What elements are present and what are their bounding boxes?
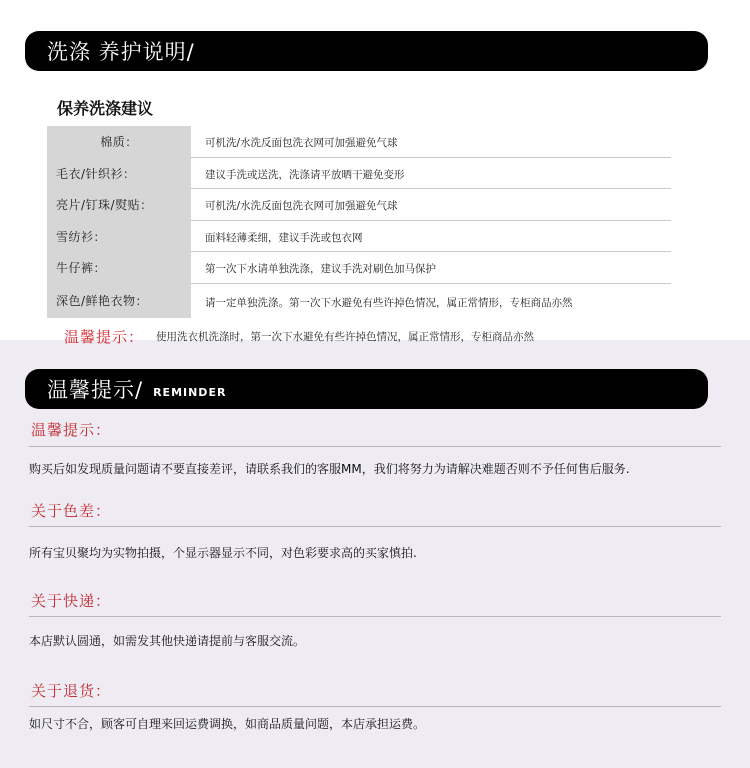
- care-row-value: 面料轻薄柔细，建议手洗或包衣网: [191, 221, 671, 253]
- inline-tip: [64, 326, 534, 347]
- care-row-label: 毛衣/针织衫：: [47, 158, 191, 190]
- care-row: [47, 284, 671, 318]
- section-heading-tip: 温馨提示：: [31, 421, 112, 439]
- reminder-banner: [25, 369, 708, 409]
- care-row-label: 深色/鲜艳衣物：: [47, 284, 191, 318]
- care-row-value: 请一定单独洗涤。第一次下水避免有些许掉色情况，属正常情形，专柜商品亦然: [205, 296, 573, 309]
- care-row-label: 牛仔裤：: [47, 252, 191, 284]
- reminder-banner-title: 温馨提示/: [47, 378, 144, 402]
- section-body-shipping: 本店默认圆通，如需发其他快递请提前与客服交流。: [29, 634, 306, 648]
- inline-tip-text: 使用洗衣机洗涤时，第一次下水避免有些许掉色情况，属正常情形，专柜商品亦然: [156, 331, 535, 343]
- care-row: [47, 126, 671, 158]
- care-row: [47, 252, 671, 284]
- reminder-banner-subtitle: REMINDER: [153, 385, 227, 399]
- section-body-color: 所有宝贝聚均为实物拍摄，个显示器显示不同，对色彩要求高的买家慎拍.: [29, 546, 417, 560]
- care-row: [47, 221, 671, 253]
- care-row-value: 第一次下水请单独洗涤，建议手洗对刷色加马保护: [191, 252, 671, 284]
- divider: [29, 616, 721, 617]
- care-row-value: 可机洗/水洗反面包洗衣网可加强避免气球: [191, 126, 671, 158]
- section-heading-returns: 关于退货：: [31, 682, 112, 700]
- care-row-value: 可机洗/水洗反面包洗衣网可加强避免气球: [191, 189, 671, 221]
- care-row-label: 棉质：: [47, 126, 191, 158]
- care-row-label: 亮片/钉珠/熨贴：: [47, 189, 191, 221]
- section-heading-color: 关于色差：: [31, 502, 112, 520]
- section-heading-shipping: 关于快递：: [31, 592, 112, 610]
- care-banner: [25, 31, 708, 71]
- care-row-value: 建议手洗或送洗，洗涤请平放晒干避免变形: [191, 158, 671, 190]
- care-row-label: 雪纺衫：: [47, 221, 191, 253]
- care-section-title: 保养洗涤建议: [57, 99, 154, 118]
- care-row: [47, 158, 671, 190]
- care-table: [47, 126, 671, 318]
- care-banner-title: 洗涤 养护说明/: [47, 40, 195, 64]
- divider: [29, 526, 721, 527]
- section-body-returns: 如尺寸不合，顾客可自理来回运费调换，如商品质量问题，本店承担运费。: [29, 717, 426, 731]
- section-body-tip: 购买后如发现质量问题请不要直接差评，请联系我们的客服MM，我们将努力为请解决难题否则不予任何售后服务.: [29, 462, 630, 476]
- divider: [29, 706, 721, 707]
- inline-tip-label: 温馨提示：: [64, 328, 145, 346]
- divider: [29, 446, 721, 447]
- care-row: [47, 189, 671, 221]
